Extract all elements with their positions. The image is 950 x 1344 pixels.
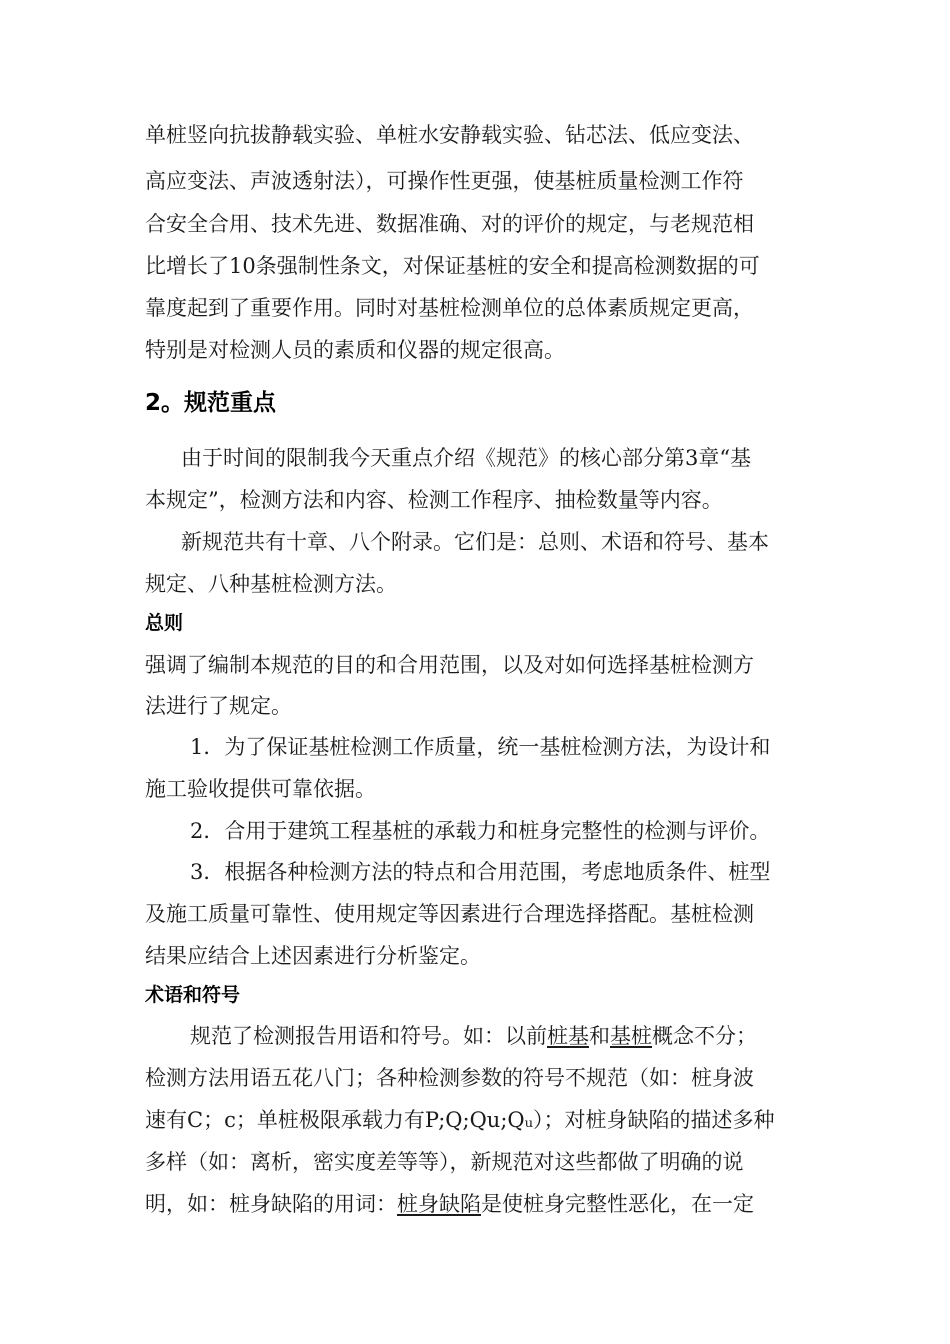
- body-line: 高应变法、声波透射法），可操作性更强，使基桩质量检测工作符: [145, 169, 744, 193]
- paragraph-line: 新规范共有十章、八个附录。它们是：总则、术语和符号、基本: [181, 530, 769, 554]
- subheading-general: 总则: [145, 612, 184, 634]
- list-item-line: 2．合用于建筑工程基桩的承载力和桩身完整性的检测与评价。: [190, 819, 771, 843]
- paragraph-line: [145, 1194, 754, 1215]
- list-item-line: 3．根据各种检测方法的特点和合用范围，考虑地质条件、桩型: [190, 860, 771, 884]
- body-line: 比增长了10条强制性条文，对保证基桩的安全和提高检测数据的可: [145, 254, 760, 278]
- text-span: 明，如：桩身缺陷的用词：: [145, 1192, 397, 1216]
- body-line: 单桩竖向抗拔静载实验、单桩水安静载实验、钻芯法、低应变法、: [145, 123, 754, 147]
- text-span: 概念不分；: [652, 1024, 757, 1048]
- underlined-term: 基桩: [610, 1024, 652, 1048]
- body-line: 合安全合用、技术先进、数据准确、对的评价的规定，与老规范相: [145, 212, 754, 236]
- body-line: 特别是对检测人员的素质和仪器的规定很高。: [145, 338, 565, 362]
- paragraph-line: 检测方法用语五花八门；各种检测参数的符号不规范（如：桩身波: [145, 1066, 754, 1090]
- body-line: 靠度起到了重要作用。同时对基桩检测单位的总体素质规定更高，: [145, 296, 754, 320]
- list-item-line: 1．为了保证基桩检测工作质量，统一基桩检测方法，为设计和: [190, 735, 771, 759]
- list-item-line: 及施工质量可靠性、使用规定等因素进行合理选择搭配。基桩检测: [145, 902, 754, 926]
- paragraph-line: 法进行了规定。: [145, 694, 292, 718]
- paragraph-line: [190, 1026, 757, 1047]
- paragraph-line: 多样（如：离析，密实度差等等），新规范对这些都做了明确的说: [145, 1150, 744, 1174]
- underlined-term: 桩身缺陷: [397, 1192, 481, 1216]
- text-span: 规范了检测报告用语和符号。如：以前: [190, 1024, 547, 1048]
- underlined-term: 桩基: [547, 1024, 589, 1048]
- list-item-line: 施工验收提供可靠依据。: [145, 777, 376, 801]
- paragraph-line: 由于时间的限制我今天重点介绍《规范》的核心部分第3章“基: [181, 446, 752, 470]
- paragraph-line: 本规定”，检测方法和内容、检测工作程序、抽检数量等内容。: [145, 488, 723, 512]
- list-item-line: 结果应结合上述因素进行分析鉴定。: [145, 944, 481, 968]
- paragraph-line: 规定、八种基桩检测方法。: [145, 572, 397, 596]
- paragraph-line: 强调了编制本规范的目的和合用范围，以及对如何选择基桩检测方: [145, 653, 754, 677]
- subheading-terms-symbols: 术语和符号: [145, 984, 241, 1006]
- paragraph-line: 速有C；c；单桩极限承载力有P;Q;Qu;Qᵤ）；对桩身缺陷的描述多种: [145, 1108, 775, 1132]
- section-heading-key-points: 2。规范重点: [145, 390, 277, 416]
- text-span: 和: [589, 1024, 610, 1048]
- text-span: 是使桩身完整性恶化，在一定: [481, 1192, 754, 1216]
